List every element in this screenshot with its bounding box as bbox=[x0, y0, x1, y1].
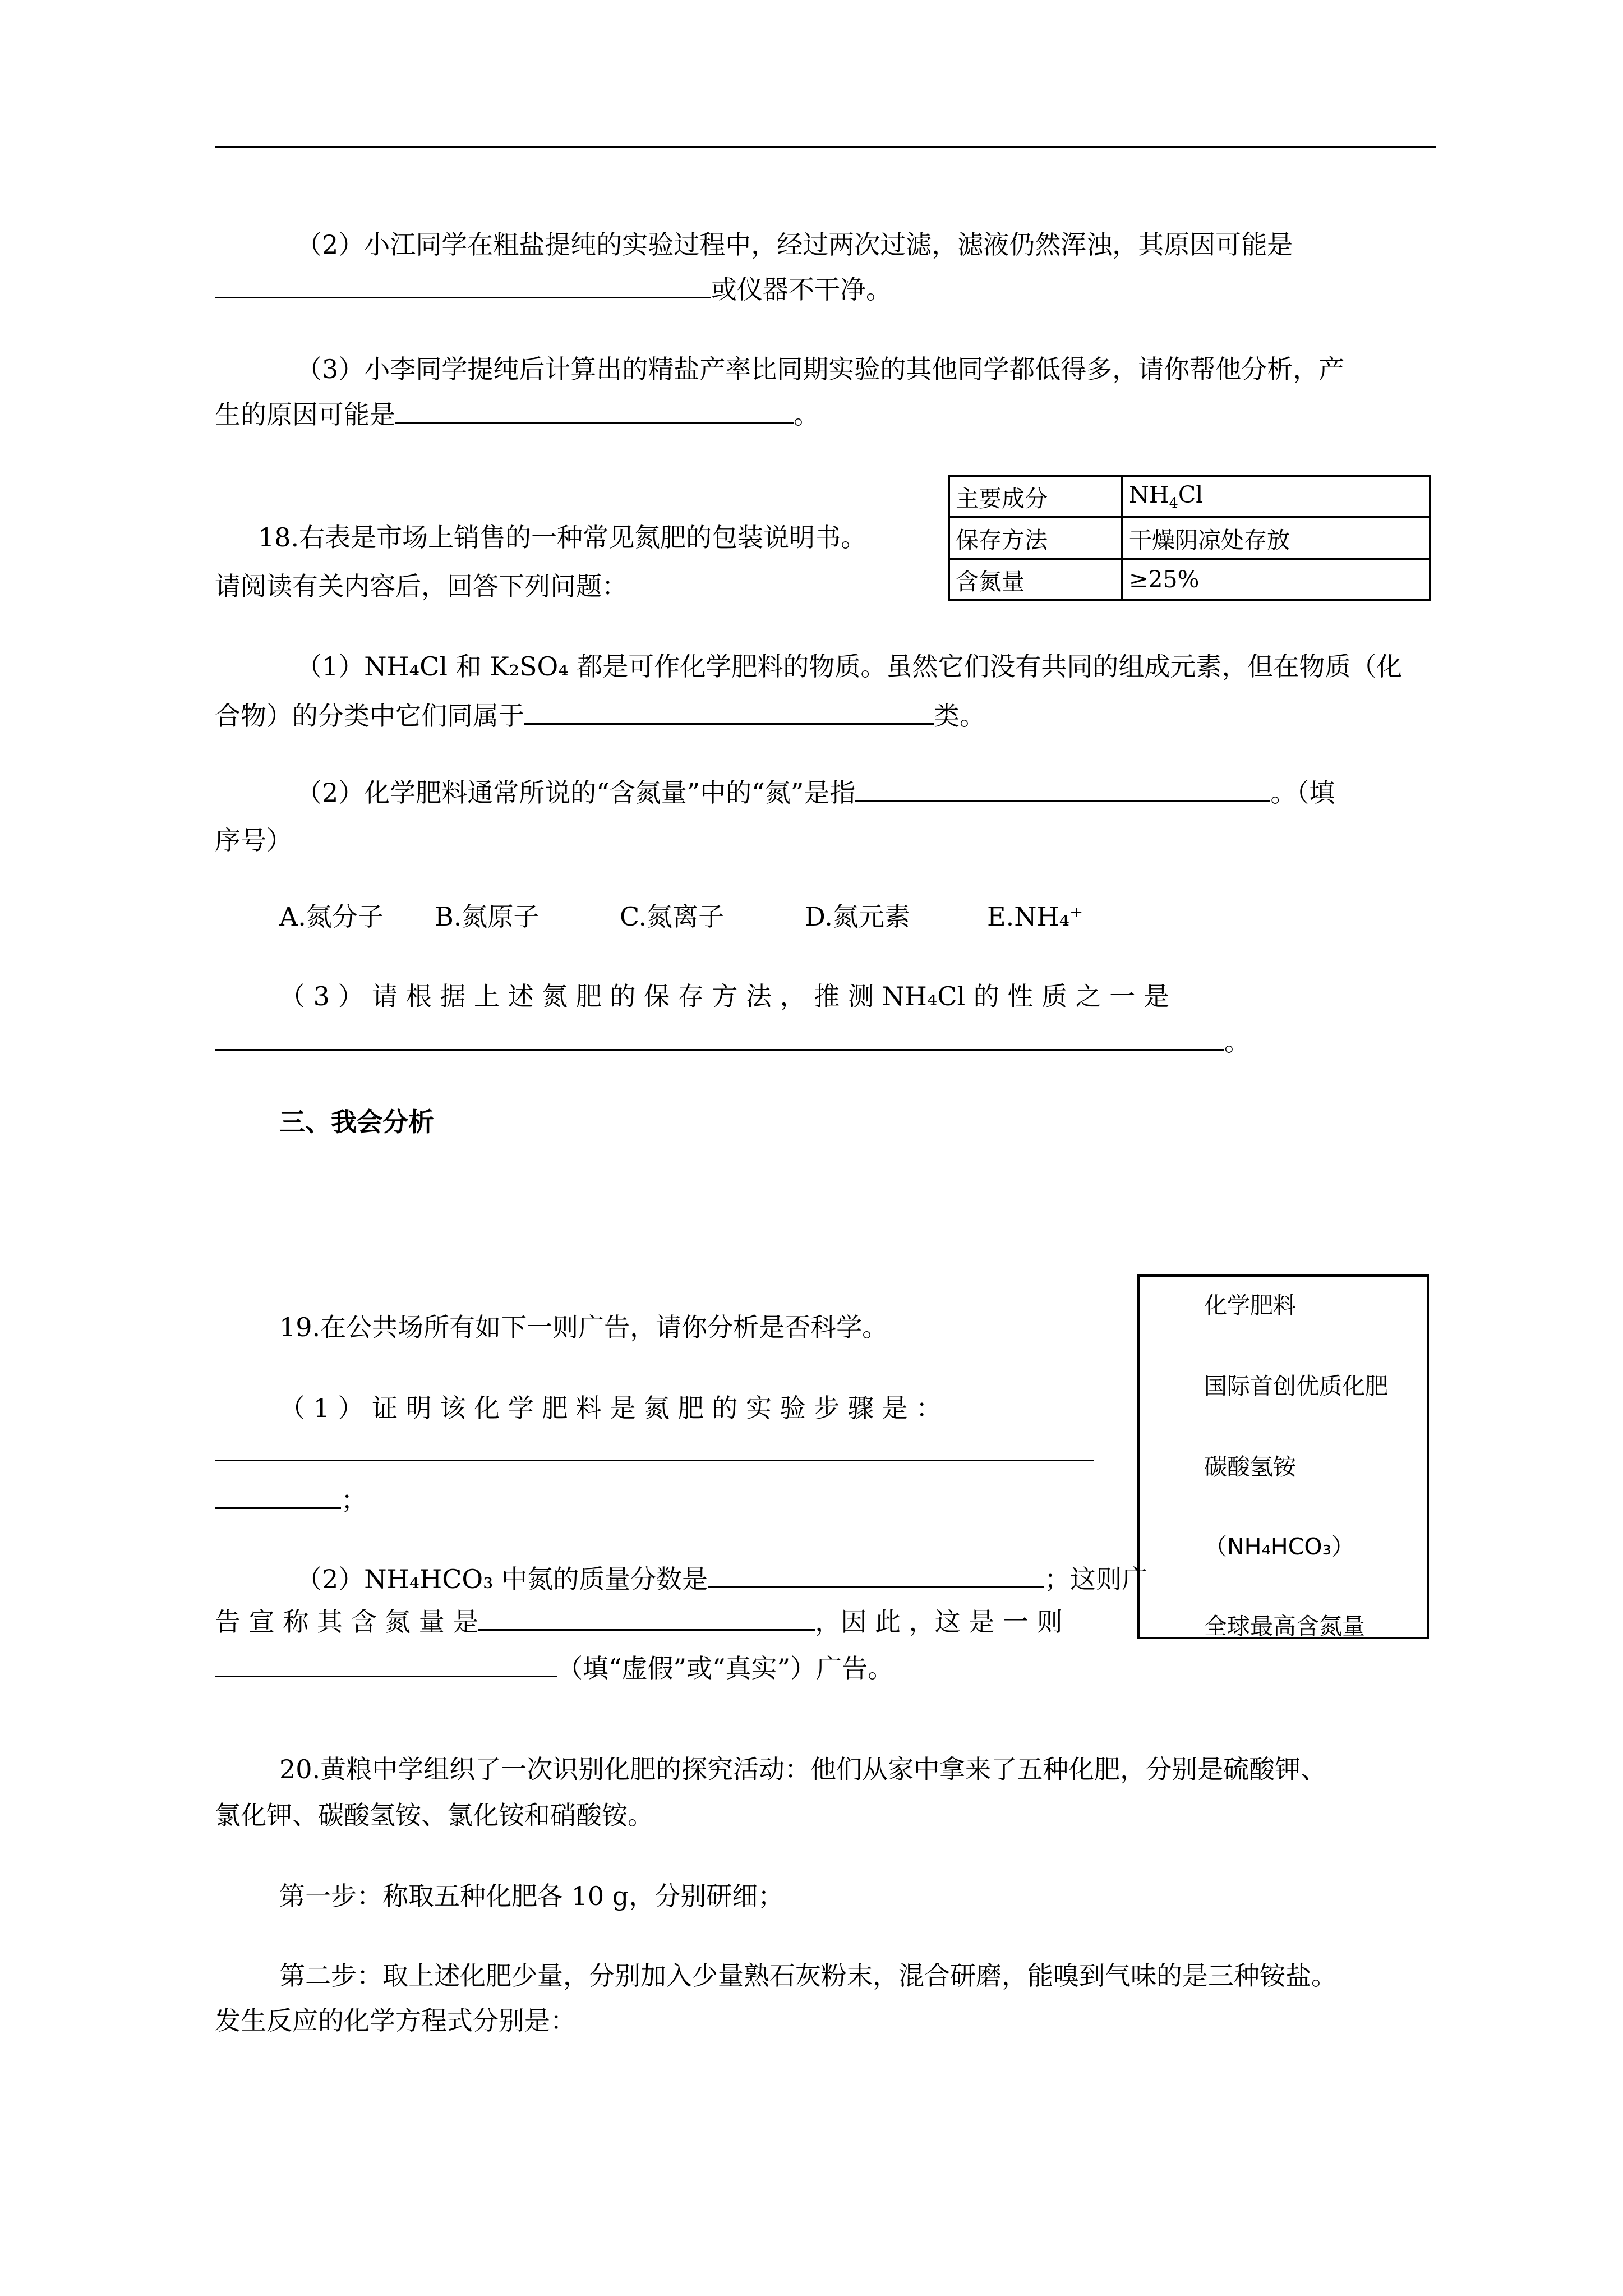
table-key: 主要成分 bbox=[949, 476, 1122, 517]
q20-step2-line1: 第二步：取上述化肥少量，分别加入少量熟石灰粉末，混合研磨，能嗅到气味的是三种铵盐。 bbox=[279, 1961, 1337, 1991]
q19-part2-c: 告 宣 称 其 含 氮 量 是 bbox=[215, 1607, 479, 1637]
q18-part1-end: 类。 bbox=[934, 701, 985, 731]
q18-part2-text: （2）化学肥料通常所说的“含氮量”中的“氮”是指 bbox=[296, 777, 856, 808]
q18-intro-line1: 18.右表是市场上销售的一种常见氮肥的包装说明书。 bbox=[258, 522, 867, 553]
advertisement-box bbox=[1137, 1274, 1429, 1639]
answer-blank[interactable] bbox=[215, 1024, 1224, 1051]
answer-blank[interactable] bbox=[395, 397, 794, 424]
q19-part2-d: ，因 此 ，这 是 一 则 bbox=[815, 1607, 1063, 1637]
answer-blank[interactable] bbox=[524, 698, 934, 725]
answer-blank[interactable] bbox=[708, 1562, 1044, 1588]
q17-part3-line2 bbox=[215, 397, 819, 431]
answer-blank[interactable] bbox=[478, 1604, 815, 1631]
q17-part2-line1: （2）小江同学在粗盐提纯的实验过程中，经过两次过滤，滤液仍然浑浊，其原因可能是 bbox=[296, 229, 1293, 260]
table-key: 含氮量 bbox=[949, 559, 1122, 600]
table-row bbox=[949, 476, 1430, 517]
q19-part1-line1: （ 1 ） 证 明 该 化 学 肥 料 是 氮 肥 的 实 验 步 骤 是 ： bbox=[279, 1393, 942, 1423]
option-e: E.NH₄⁺ bbox=[987, 901, 1083, 932]
section-heading: 三、我会分析 bbox=[279, 1107, 434, 1137]
table-key: 保存方法 bbox=[949, 517, 1122, 559]
q19-part2-e: （填“虚假”或“真实”）广告。 bbox=[557, 1653, 894, 1683]
answer-blank[interactable] bbox=[855, 775, 1270, 802]
q18-part3-end: 。 bbox=[1224, 1027, 1250, 1057]
q18-part2-line1 bbox=[296, 775, 1335, 809]
fertilizer-label-table bbox=[948, 475, 1431, 601]
q20-step2-line2: 发生反应的化学方程式分别是： bbox=[215, 2005, 576, 2036]
option-d: D.氮元素 bbox=[805, 901, 910, 932]
q19-part2-line2 bbox=[215, 1604, 1062, 1639]
q17-part2-line2 bbox=[215, 272, 892, 306]
q18-part1-line2 bbox=[215, 698, 985, 733]
q17-part2-tail: 或仪器不干净。 bbox=[711, 274, 892, 305]
ad-line: 碳酸氢铵 bbox=[1204, 1453, 1296, 1480]
table-value: ≥25% bbox=[1122, 559, 1430, 600]
q17-part3-line1: （3）小李同学提纯后计算出的精盐产率比同期实验的其他同学都低得多，请你帮他分析，产 bbox=[296, 354, 1345, 384]
q18-part2-line2: 序号） bbox=[215, 825, 292, 855]
q20-step1: 第一步：称取五种化肥各 10 g，分别研细； bbox=[279, 1881, 784, 1911]
q17-part3-end: 。 bbox=[794, 399, 819, 430]
q19-part2-text: （2）NH₄HCO₃ 中氮的质量分数是 bbox=[296, 1564, 708, 1594]
q18-part2-fill: 。（填 bbox=[1270, 777, 1335, 808]
answer-blank[interactable] bbox=[215, 1435, 1094, 1461]
q18-part1-line1: （1）NH₄Cl 和 K₂SO₄ 都是可作化学肥料的物质。虽然它们没有共同的组成元素，但在物质（化 bbox=[296, 651, 1403, 682]
option-b: B.氮原子 bbox=[435, 901, 540, 932]
q18-part3-line1: （ 3 ） 请 根 据 上 述 氮 肥 的 保 存 方 法 ， 推 测 NH₄Cl 的 性 质 之 一 是 bbox=[279, 981, 1169, 1011]
q19-part2-b: ；这则广 bbox=[1044, 1564, 1148, 1594]
q19-intro: 19.在公共场所有如下一则广告，请你分析是否科学。 bbox=[279, 1312, 888, 1342]
table-value: 干燥阴凉处存放 bbox=[1122, 517, 1430, 559]
option-c: C.氮离子 bbox=[620, 901, 725, 932]
q20-line2: 氯化钾、碳酸氢铵、氯化铵和硝酸铵。 bbox=[215, 1800, 653, 1830]
table-value: $NH_4Cl$ bbox=[1122, 476, 1430, 517]
q19-part2-line3 bbox=[215, 1651, 893, 1685]
q19-part1-line3 bbox=[215, 1483, 367, 1517]
q19-part2-line1 bbox=[296, 1562, 1147, 1596]
q18-part3-line2 bbox=[215, 1024, 1250, 1059]
q19-part1-line2 bbox=[215, 1435, 1094, 1469]
ad-line: 国际首创优质化肥 bbox=[1204, 1373, 1388, 1400]
ad-line: （NH₄HCO₃） bbox=[1204, 1533, 1355, 1560]
q17-part3-cont: 生的原因可能是 bbox=[215, 399, 395, 430]
ad-line: 全球最高含氮量 bbox=[1204, 1613, 1365, 1640]
table-row bbox=[949, 517, 1430, 559]
q20-line1: 20.黄粮中学组织了一次识别化肥的探究活动：他们从家中拿来了五种化肥，分别是硫酸钾、 bbox=[279, 1754, 1327, 1784]
table-row bbox=[949, 559, 1430, 600]
answer-blank[interactable] bbox=[215, 1483, 341, 1509]
answer-blank[interactable] bbox=[215, 1651, 557, 1677]
answer-blank[interactable] bbox=[215, 272, 711, 298]
option-a: A.氮分子 bbox=[279, 901, 384, 932]
header-rule bbox=[215, 146, 1436, 148]
q18-intro-line2: 请阅读有关内容后，回答下列问题： bbox=[215, 571, 628, 601]
q19-part1-end: ； bbox=[341, 1485, 367, 1515]
ad-line: 化学肥料 bbox=[1204, 1292, 1296, 1319]
q18-part1-cont: 合物）的分类中它们同属于 bbox=[215, 701, 524, 731]
